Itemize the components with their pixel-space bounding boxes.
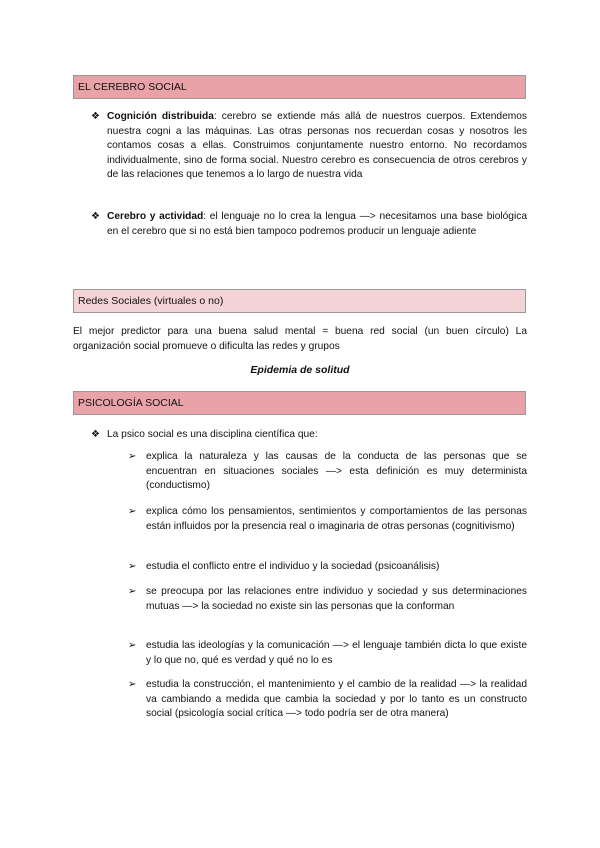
sub-item (128, 505, 527, 534)
arrowhead-bullet-icon: ➢ (128, 451, 137, 462)
paragraph-redes: El mejor predictor para una buena salud mental = buena red social (un buen círculo) La organización social promueve o dificulta las redes y grupos (73, 326, 527, 352)
diamond-bullet-icon: ❖ (91, 429, 100, 440)
sub-item (128, 560, 527, 575)
section-header-redes-sociales: Redes Sociales (virtuales o no) (73, 289, 526, 313)
sub-item-text: se preocupa por las relaciones entre individuo y sociedad y sus determinaciones mutuas —> la sociedad no existe sin las personas que la conforman (146, 586, 527, 612)
bullet-text: : el lenguaje no lo crea la lengua —> necesitamos una base biológica en el cerebro que si no está bien tampoco podremos producir un lenguaje adiente (107, 211, 527, 237)
arrowhead-bullet-icon: ➢ (128, 561, 137, 572)
section-header-cerebro-social: EL CEREBRO SOCIAL (73, 75, 526, 99)
sub-item-text: estudia las ideologías y la comunicación —> el lenguaje también dicta lo que existe y lo que no, qué es verdad y qué no lo es (146, 640, 527, 666)
sub-item-text: explica la naturaleza y las causas de la conducta de las personas que se encuentran en situaciones sociales —> esta definición es muy determinista (conductismo) (146, 451, 527, 492)
diamond-bullet-icon: ❖ (91, 211, 100, 222)
arrowhead-bullet-icon: ➢ (128, 679, 137, 690)
sub-item (128, 639, 527, 668)
bullet-psico-intro (91, 428, 527, 443)
sub-item (128, 450, 527, 494)
sub-item-text: estudia el conflicto entre el individuo y la sociedad (psicoanálisis) (146, 561, 440, 572)
bullet-term: Cerebro y actividad (107, 211, 204, 222)
section-header-psicologia-social: PSICOLOGÍA SOCIAL (73, 391, 526, 415)
bullet-text: : cerebro se extiende más allá de nuestros cuerpos. Extendemos nuestra cogni a las máquinas. Las otras personas nos recuerdan cosas y nosotros les contamos cosas a ellas. Construimos conjuntamente nuestro entorno. No recordamos individualmente, sino de forma social. Nuestro cerebro es consecuencia de otros cerebros y de las relaciones que tenemos a lo largo de nuestra vida (107, 111, 527, 181)
bullet-cognicion-distribuida (91, 110, 527, 183)
arrowhead-bullet-icon: ➢ (128, 506, 137, 517)
centered-heading-epidemia: Epidemia de solitud (250, 364, 350, 376)
sub-item (128, 678, 527, 722)
arrowhead-bullet-icon: ➢ (128, 586, 137, 597)
bullet-term: Cognición distribuida (107, 111, 214, 122)
sub-item (128, 585, 527, 614)
sub-item-text: estudia la construcción, el mantenimiento y el cambio de la realidad —> la realidad va cambiando a medida que cambia la sociedad y por lo tanto es un constructo social (psicología social crítica —> todo podría ser de otra manera) (146, 679, 527, 720)
bullet-text: La psico social es una disciplina científica que: (107, 429, 318, 440)
bullet-cerebro-actividad (91, 210, 527, 239)
diamond-bullet-icon: ❖ (91, 111, 100, 122)
sub-item-text: explica cómo los pensamientos, sentimientos y comportamientos de las personas están influidos por la presencia real o imaginaria de otras personas (cognitivismo) (146, 506, 527, 532)
arrowhead-bullet-icon: ➢ (128, 640, 137, 651)
